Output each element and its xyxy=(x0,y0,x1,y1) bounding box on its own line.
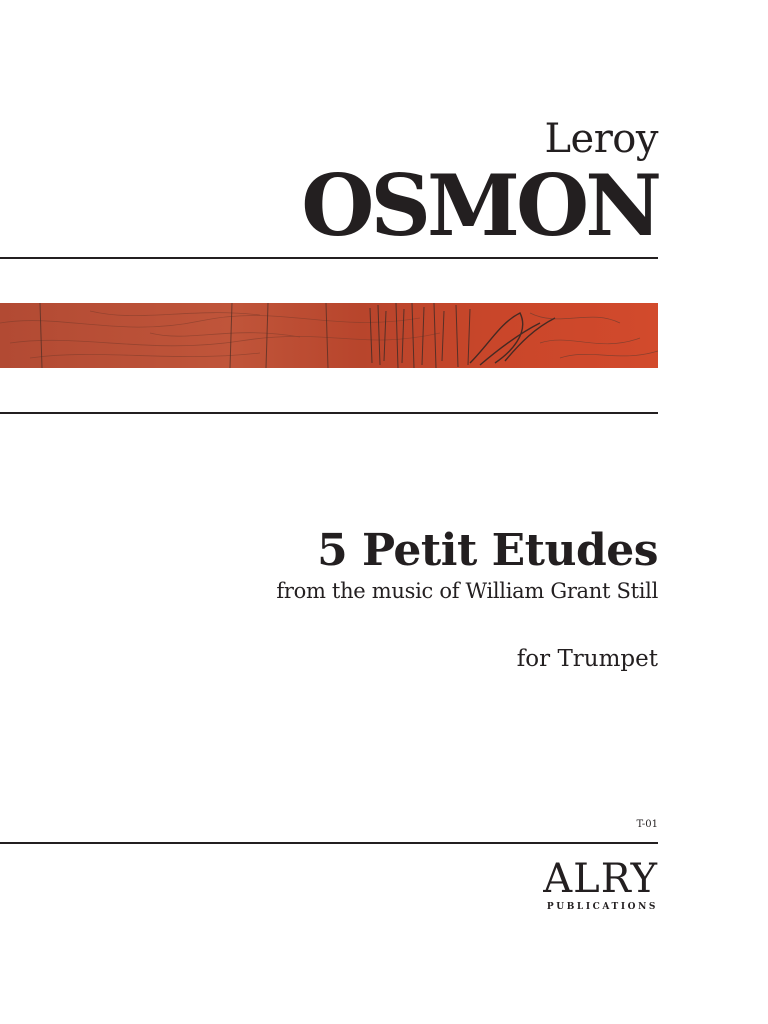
instrumentation: for Trumpet xyxy=(516,646,658,672)
banner-texture-image xyxy=(0,303,658,368)
top-divider-line xyxy=(0,257,658,259)
bottom-divider-line xyxy=(0,412,658,414)
decorative-banner xyxy=(0,303,658,368)
work-subtitle: from the music of William Grant Still xyxy=(276,579,658,603)
composer-first-name: Leroy xyxy=(544,116,658,162)
publisher-logo-subtext: PUBLICATIONS xyxy=(546,902,658,912)
work-title: 5 Petit Etudes xyxy=(317,525,658,576)
catalog-number: T-01 xyxy=(636,819,658,830)
publisher-logo: ALRY xyxy=(543,856,658,902)
footer-divider-line xyxy=(0,842,658,844)
composer-last-name: OSMON xyxy=(301,156,658,255)
